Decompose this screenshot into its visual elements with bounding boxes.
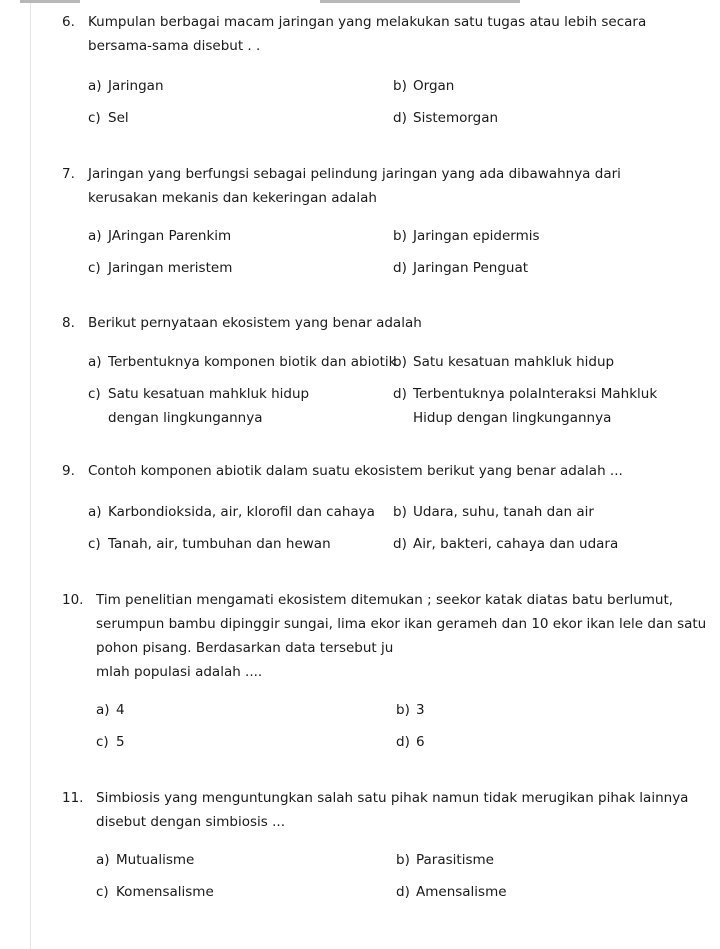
option-text: Sistemorgan: [413, 110, 499, 126]
option-label: a): [88, 78, 102, 94]
page-margin-line: [30, 0, 31, 949]
option-label: d): [393, 260, 407, 276]
question-text: Jaringan yang berfungsi sebagai pelindung jaringan yang ada dibawahnya dari kerusakan mekanis dan kekeringan adalah: [88, 166, 621, 206]
option-text: Amensalisme: [416, 884, 507, 900]
option-text: Air, bakteri, cahaya dan udara: [413, 536, 619, 552]
option-label: b): [393, 354, 407, 370]
option-c[interactable]: [96, 730, 125, 754]
option-text: Sel: [108, 110, 129, 126]
option-text: Satu kesatuan mahkluk hidup: [413, 354, 615, 370]
option-text: Terbentuknya polaInteraksi Mahkluk Hidup dengan lingkungannya: [413, 386, 658, 426]
option-label: d): [396, 884, 410, 900]
option-label: a): [96, 702, 110, 718]
option-text: Terbentuknya komponen biotik dan abiotik: [108, 354, 397, 370]
option-label: c): [88, 260, 101, 276]
option-text: 3: [416, 702, 425, 718]
option-c[interactable]: [88, 382, 358, 430]
option-label: b): [396, 852, 410, 868]
option-label: a): [88, 504, 102, 520]
option-b[interactable]: [396, 848, 494, 872]
question-text: Berikut pernyataan ekosistem yang benar adalah: [88, 315, 422, 331]
question-text-line: pohon pisang. Berdasarkan data tersebut ju: [96, 640, 394, 656]
option-label: b): [393, 228, 407, 244]
option-text: Jaringan epidermis: [413, 228, 540, 244]
question-number: 6.: [62, 14, 75, 30]
option-text: Udara, suhu, tanah dan air: [413, 504, 594, 520]
option-text: JAringan Parenkim: [108, 228, 232, 244]
option-b[interactable]: [393, 350, 614, 374]
option-label: c): [88, 386, 101, 402]
option-text: Karbondioksida, air, klorofil dan cahaya: [108, 504, 375, 520]
option-label: a): [96, 852, 110, 868]
option-label: b): [393, 78, 407, 94]
question-number: 8.: [62, 315, 75, 331]
option-d[interactable]: [393, 256, 528, 280]
option-text: Komensalisme: [116, 884, 214, 900]
option-text: Jaringan meristem: [108, 260, 233, 276]
question-text: Kumpulan berbagai macam jaringan yang melakukan satu tugas atau lebih secara bersama-sama disebut . .: [88, 14, 647, 54]
question-number: 10.: [62, 592, 84, 608]
option-text: 4: [116, 702, 125, 718]
option-label: d): [393, 386, 407, 402]
question-text: Contoh komponen abiotik dalam suatu ekosistem berikut yang benar adalah ...: [88, 463, 623, 479]
option-b[interactable]: [393, 500, 594, 524]
question-text-line: serumpun bambu dipinggir sungai, lima ekor ikan gerameh dan 10 ekor ikan lele dan satu: [96, 616, 707, 632]
question-text-line: mlah populasi adalah ....: [96, 664, 263, 680]
option-text: Mutualisme: [116, 852, 195, 868]
option-label: c): [96, 734, 109, 750]
option-a[interactable]: [88, 500, 375, 524]
option-d[interactable]: [393, 532, 618, 556]
question-text: [96, 588, 706, 684]
question-number: 9.: [62, 463, 75, 479]
option-text: Jaringan Penguat: [413, 260, 529, 276]
option-label: c): [88, 536, 101, 552]
option-c[interactable]: [88, 106, 129, 130]
option-text: Tanah, air, tumbuhan dan hewan: [108, 536, 331, 552]
option-text: Jaringan: [108, 78, 164, 94]
option-text: Parasitisme: [416, 852, 494, 868]
cropped-header-fragment: [320, 0, 520, 3]
option-label: c): [88, 110, 101, 126]
option-label: c): [96, 884, 109, 900]
option-b[interactable]: [393, 224, 540, 248]
option-b[interactable]: [396, 698, 425, 722]
option-c[interactable]: [88, 532, 331, 556]
option-a[interactable]: [96, 848, 194, 872]
option-d[interactable]: [396, 730, 425, 754]
option-label: b): [393, 504, 407, 520]
option-c[interactable]: [88, 256, 232, 280]
question-number: 7.: [62, 166, 75, 182]
option-d[interactable]: [393, 106, 498, 130]
option-text: Satu kesatuan mahkluk hidup dengan lingkungannya: [108, 386, 310, 426]
option-d[interactable]: [393, 382, 693, 430]
option-label: a): [88, 228, 102, 244]
cropped-header-fragment: [20, 0, 80, 3]
question-number: 11.: [62, 790, 84, 806]
option-label: d): [396, 734, 410, 750]
option-label: d): [393, 536, 407, 552]
option-label: b): [396, 702, 410, 718]
option-text: 5: [116, 734, 125, 750]
option-d[interactable]: [396, 880, 507, 904]
option-label: a): [88, 354, 102, 370]
option-c[interactable]: [96, 880, 214, 904]
question-text: Simbiosis yang menguntungkan salah satu pihak namun tidak merugikan pihak lainnya disebut dengan simbiosis ...: [96, 790, 689, 830]
option-a[interactable]: [88, 224, 231, 248]
option-text: 6: [416, 734, 425, 750]
option-a[interactable]: [88, 350, 396, 374]
option-b[interactable]: [393, 74, 454, 98]
option-a[interactable]: [96, 698, 125, 722]
option-label: d): [393, 110, 407, 126]
option-a[interactable]: [88, 74, 164, 98]
question-text-line: Tim penelitian mengamati ekosistem ditemukan ; seekor katak diatas batu berlumut,: [96, 592, 674, 608]
option-text: Organ: [413, 78, 455, 94]
